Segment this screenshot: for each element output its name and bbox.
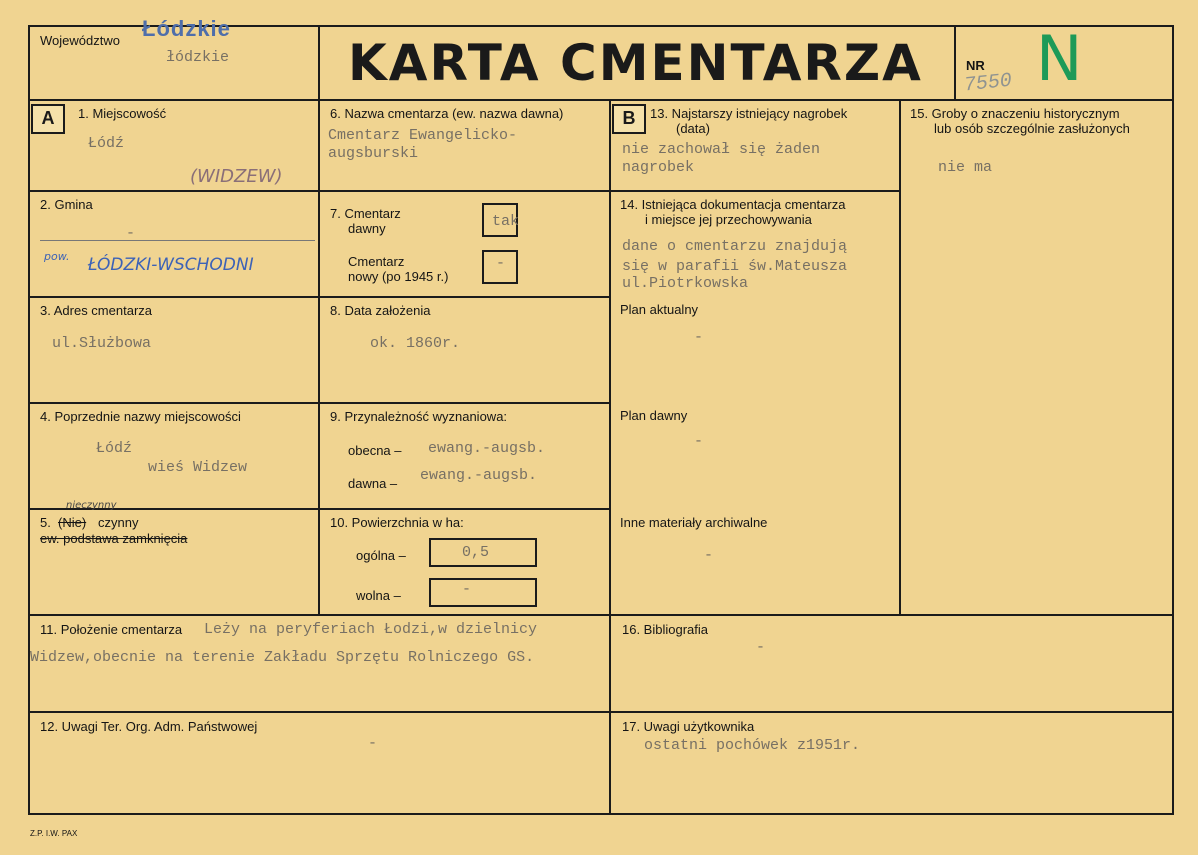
- f10-label: 10. Powierzchnia w ha:: [330, 515, 464, 530]
- f9-label: 9. Przynależność wyznaniowa:: [330, 409, 508, 424]
- f5-number: 5.: [40, 515, 51, 530]
- col-divider-1: [318, 100, 320, 614]
- f10-free-box: [429, 578, 537, 607]
- f4-label: 4. Poprzednie nazwy miejscowości: [40, 409, 241, 424]
- f7-new-value: -: [496, 255, 506, 272]
- other-materials-value: -: [704, 547, 714, 564]
- f14-value-3: ul.Piotrkowska: [622, 275, 749, 292]
- f16-value: -: [756, 639, 766, 656]
- f7-old-value: tak: [492, 213, 520, 230]
- f3-value: ul.Służbowa: [52, 335, 152, 352]
- f14-value-2: się w parafii św.Mateusza: [622, 258, 848, 275]
- wojewodztwo-stamp: Łódzkie: [142, 16, 231, 41]
- plan-old-value: -: [694, 433, 704, 450]
- nr-label: NR: [966, 58, 985, 73]
- plan-current-value: -: [694, 329, 704, 346]
- f10-free-value: -: [462, 581, 472, 598]
- f11-value-1: Leży na peryferiach Łodzi,w dzielnicy: [204, 621, 538, 638]
- f9-current-label: obecna –: [348, 443, 402, 458]
- f6-value-1: Cmentarz Ewangelicko-: [328, 127, 518, 144]
- header-divider: [28, 99, 1174, 101]
- wojewodztwo-label: Województwo: [40, 33, 120, 48]
- f6-label: 6. Nazwa cmentarza (ew. nazwa dawna): [330, 106, 564, 121]
- section-a-marker: A: [31, 104, 65, 134]
- col-divider-3: [899, 100, 901, 614]
- wojewodztwo-value: łódzkie: [166, 49, 230, 66]
- f3-label: 3. Adres cmentarza: [40, 303, 152, 318]
- f12-label: 12. Uwagi Ter. Org. Adm. Państwowej: [40, 719, 258, 734]
- f8-label: 8. Data założenia: [330, 303, 431, 318]
- f5-label: czynny: [98, 515, 139, 530]
- row-line-1: [28, 190, 899, 192]
- gmina-underline: [40, 240, 315, 241]
- f9-current-value: ewang.-augsb.: [428, 440, 546, 457]
- f15-label-2: lub osób szczególnie zasłużonych: [934, 121, 1130, 136]
- f4-value-1: Łódź: [96, 440, 133, 457]
- f12-value: -: [368, 735, 378, 752]
- f7-old-label-2: dawny: [348, 221, 386, 236]
- f2-dash: -: [126, 225, 136, 242]
- f7-new-label-2: nowy (po 1945 r.): [348, 269, 449, 284]
- f16-label: 16. Bibliografia: [622, 622, 708, 637]
- f4-value-2: wieś Widzew: [148, 459, 248, 476]
- col-divider-2: [609, 100, 611, 814]
- f8-value: ok. 1860r.: [370, 335, 461, 352]
- f17-label: 17. Uwagi użytkownika: [622, 719, 755, 734]
- row-line-3: [28, 402, 610, 404]
- f10-total-value: 0,5: [462, 544, 490, 561]
- f13-value-1: nie zachował się żaden: [622, 141, 821, 158]
- f15-value: nie ma: [938, 159, 993, 176]
- row-line-5: [28, 614, 1174, 616]
- f14-label-2: i miejsce jej przechowywania: [645, 212, 812, 227]
- f11-label: 11. Położenie cmentarza: [40, 622, 183, 637]
- f5-label-2: ew. podstawa zamknięcia: [40, 531, 188, 546]
- f9-former-label: dawna –: [348, 476, 398, 491]
- page-title: KARTA CMENTARZA: [348, 34, 923, 92]
- f13-label-1: 13. Najstarszy istniejący nagrobek: [650, 106, 848, 121]
- f14-label-1: 14. Istniejąca dokumentacja cmentarza: [620, 197, 846, 212]
- row-line-6: [28, 711, 1174, 713]
- f6-value-2: augsburski: [328, 145, 419, 162]
- f11-value-2: Widzew,obecnie na terenie Zakładu Sprzętu Rolniczego GS.: [30, 649, 535, 666]
- f7-new-label: Cmentarz: [348, 254, 405, 269]
- f14-value-1: dane o cmentarzu znajdują: [622, 238, 848, 255]
- other-materials-label: Inne materiały archiwalne: [620, 515, 768, 530]
- row-line-2: [28, 296, 610, 298]
- f13-label-2: (data): [676, 121, 710, 136]
- f9-former-value: ewang.-augsb.: [420, 467, 538, 484]
- f1-handwritten: (WIDZEW): [190, 166, 283, 187]
- plan-old-label: Plan dawny: [620, 408, 688, 423]
- printer-mark: Z.P. I.W. PAX: [30, 829, 78, 838]
- f10-total-label: ogólna –: [356, 548, 406, 563]
- f10-free-label: wolna –: [356, 588, 401, 603]
- plan-current-label: Plan aktualny: [620, 302, 699, 317]
- f1-label: 1. Miejscowość: [78, 106, 167, 121]
- header-vline-1: [318, 25, 320, 100]
- header-vline-2: [954, 25, 956, 100]
- nr-mark: N: [1036, 22, 1083, 95]
- f7-old-label: 7. Cmentarz: [330, 206, 401, 221]
- f13-value-2: nagrobek: [622, 159, 695, 176]
- f5-handwritten: nieczynny: [66, 500, 117, 511]
- f2-handwritten-prefix: pow.: [44, 250, 70, 263]
- f2-label: 2. Gmina: [40, 197, 93, 212]
- f15-label-1: 15. Groby o znaczeniu historycznym: [910, 106, 1120, 121]
- f17-value: ostatni pochówek z1951r.: [644, 737, 861, 754]
- f2-handwritten: ŁÓDZKI-WSCHODNI: [88, 255, 254, 275]
- nr-value: 7550: [962, 69, 1014, 98]
- f1-value: Łódź: [88, 135, 125, 152]
- f5-label-struck: (Nie): [58, 515, 87, 530]
- section-b-marker: B: [612, 104, 646, 134]
